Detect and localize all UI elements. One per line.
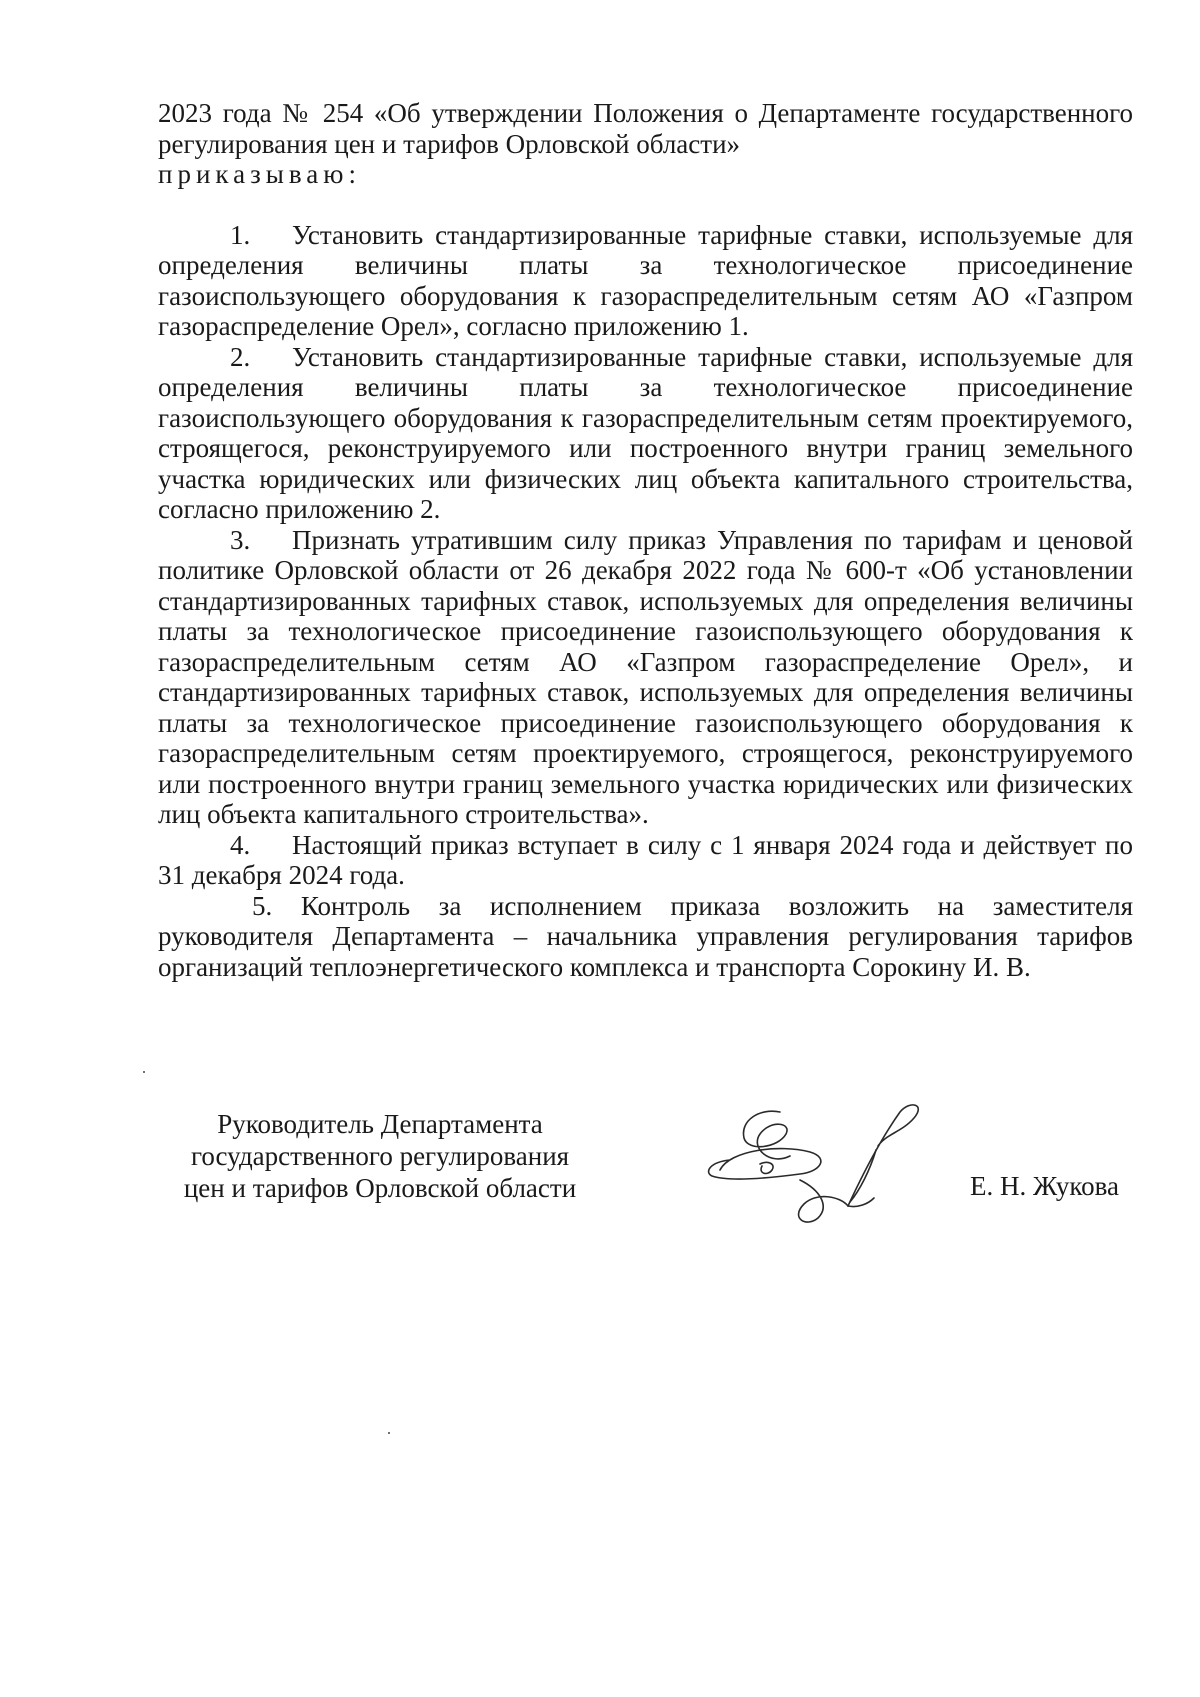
item-number: 3. bbox=[230, 524, 251, 555]
item-text: Признать утратившим силу приказ Управления по тарифам и ценовой политике Орловской области от 26 декабря 2022 года № 600-т «Об установлении стандартизированных тарифных ставок, используемых для определения величины платы за технологическое присоединение газоиспользующего оборудования к газораспределительным сетям АО «Газпром газораспределение Орел», и стандартизированных тарифных ставок, используемых для определения величины платы за технологическое присоединение газоиспользующего оборудования к газораспределительным сетям проектируемого, строящегося, реконструируемого или построенного внутри границ земельного участка юридических или физических лиц объекта капитального строительства». bbox=[158, 524, 1133, 829]
item-text: Установить стандартизированные тарифные ставки, используемые для определения величины платы за технологическое присоединение газоиспользующего оборудования к газораспределительным сетям проектируемого, строящегося, реконструируемого или построенного внутри границ земельного участка юридических или физических лиц объекта капитального строительства, согласно приложению 2. bbox=[158, 341, 1133, 524]
signatory-title-line: Руководитель Департамента bbox=[217, 1109, 543, 1139]
item-number: 1. bbox=[230, 219, 251, 250]
item-number: 4. bbox=[230, 829, 251, 860]
list-item bbox=[158, 220, 1133, 342]
list-item bbox=[158, 830, 1133, 891]
handwritten-signature bbox=[700, 1090, 940, 1230]
scan-speck bbox=[388, 1432, 390, 1434]
order-word: приказываю: bbox=[158, 159, 361, 189]
signatory-title-line: государственного регулирования bbox=[190, 1141, 570, 1171]
signatory-title-line: цен и тарифов Орловской области bbox=[183, 1173, 577, 1203]
signatory-title bbox=[160, 1108, 600, 1204]
scan-speck bbox=[143, 1071, 145, 1073]
item-number: 5. bbox=[252, 890, 273, 921]
list-item bbox=[158, 342, 1133, 525]
signatory-name: Е. Н. Жукова bbox=[970, 1171, 1119, 1201]
list-item bbox=[158, 525, 1133, 830]
list-item bbox=[158, 891, 1133, 983]
intro-paragraph: 2023 года № 254 «Об утверждении Положения о Департаменте государственного регулирования цен и тарифов Орловской области» bbox=[158, 98, 1133, 159]
item-text: Настоящий приказ вступает в силу с 1 января 2024 года и действует по 31 декабря 2024 года. bbox=[158, 829, 1133, 890]
document-body bbox=[158, 98, 1133, 982]
item-text: Контроль за исполнением приказа возложить на заместителя руководителя Департамента – начальника управления регулирования тарифов организаций теплоэнергетического комплекса и транспорта Сорокину И. В. bbox=[158, 890, 1134, 982]
item-text: Установить стандартизированные тарифные ставки, используемые для определения величины платы за технологическое присоединение газоиспользующего оборудования к газораспределительным сетям АО «Газпром газораспределение Орел», согласно приложению 1. bbox=[158, 219, 1133, 341]
item-number: 2. bbox=[230, 341, 251, 372]
